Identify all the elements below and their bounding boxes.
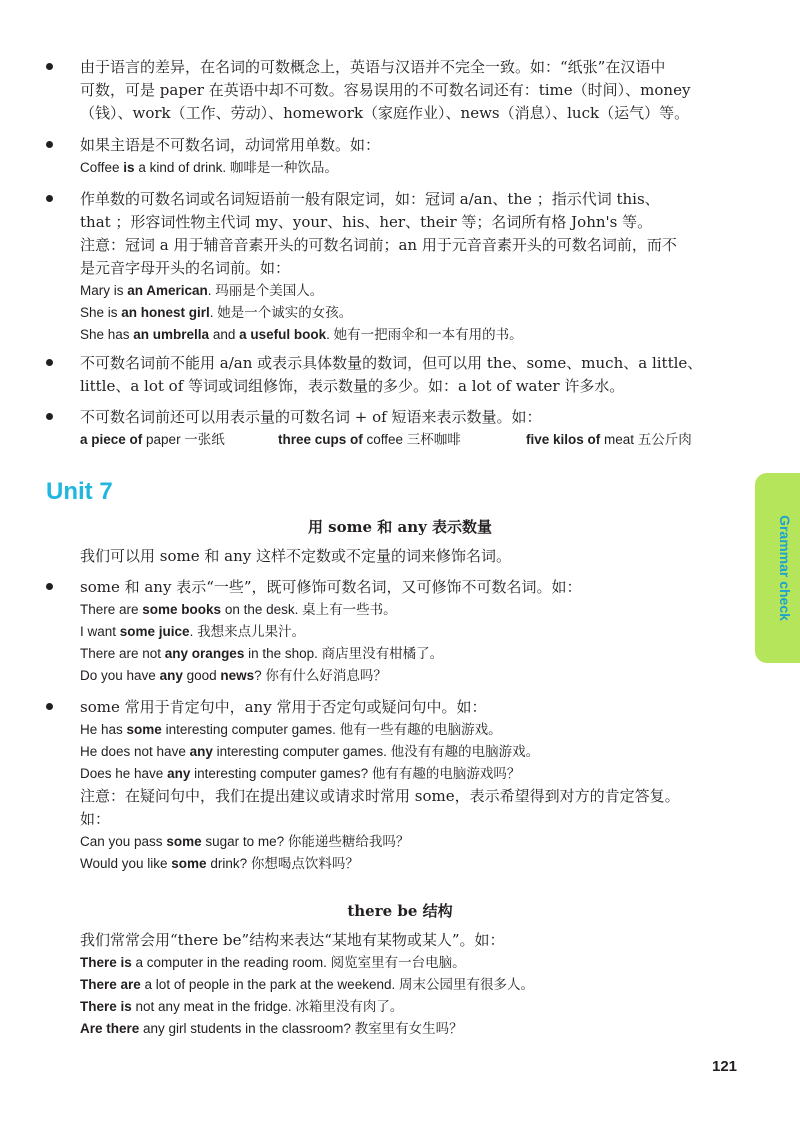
example-line: There are a lot of people in the park at the weekend. 周末公园里有很多人。	[80, 977, 534, 992]
text-line: 不可数名词前不能用 a/an 或表示具体数量的数词，但可以用 the、some、much、a little、	[80, 354, 703, 372]
there-be-section	[80, 929, 745, 1040]
text-line: 如果主语是不可数名词，动词常用单数。如：	[80, 136, 381, 154]
bullet-determiners	[80, 188, 745, 346]
text-line: 注意：冠词 a 用于辅音音素开头的可数名词前；an 用于元音音素开头的可数名词前，而不	[80, 236, 677, 254]
text-line: 我们可以用 some 和 any 这样不定数或不定量的词来修饰名词。	[80, 547, 511, 565]
text-line: that ；形容词性物主代词 my、your、his、her、their 等；名词所有格 John's 等。	[80, 213, 653, 231]
example-line: Do you have any good news? 你有什么好消息吗？	[80, 668, 387, 683]
example-line: There are some books on the desk. 桌上有一些书。	[80, 602, 397, 617]
section-heading-there-be: there be 结构	[347, 902, 453, 920]
example-item: five kilos of meat 五公斤肉	[526, 432, 692, 447]
bullet-dot	[46, 63, 53, 70]
example-item: three cups of coffee 三杯咖啡	[278, 432, 461, 447]
text-line: little、a lot of 等词或词组修饰，表示数量的多少。如：a lot of water 许多水。	[80, 377, 625, 395]
bullet-some-any-usage	[80, 696, 745, 875]
example-line: He does not have any interesting computer games. 他没有有趣的电脑游戏。	[80, 744, 540, 759]
bullet-uncountable-subject	[80, 134, 745, 179]
bullet-some-any-meaning	[80, 576, 745, 687]
text-line: 可数，可是 paper 在英语中却不可数。容易误用的不可数名词还有：time（时间）、money	[80, 81, 691, 99]
bullet-dot	[46, 195, 53, 202]
grammar-check-tab	[755, 473, 800, 663]
bullet-countable-concept	[80, 56, 745, 125]
example-line: Mary is an American. 玛丽是个美国人。	[80, 283, 324, 298]
example-line: There is a computer in the reading room. 阅览室里有一台电脑。	[80, 955, 466, 970]
section-intro	[80, 545, 745, 568]
example-item: a piece of paper 一张纸	[80, 432, 225, 447]
example-line: There are not any oranges in the shop. 商店里没有柑橘了。	[80, 646, 444, 661]
bullet-dot	[46, 141, 53, 148]
example-line: She has an umbrella and a useful book. 她有一把雨伞和一本有用的书。	[80, 327, 523, 342]
text-line: 注意：在疑问句中，我们在提出建议或请求时常用 some，表示希望得到对方的肯定答复。	[80, 787, 680, 805]
text-line: 我们常常会用“there be”结构来表达“某地有某物或某人”。如：	[80, 931, 505, 949]
measure-examples	[80, 429, 745, 451]
example-line: Are there any girl students in the classroom? 教室里有女生吗？	[80, 1021, 463, 1036]
example-line: Coffee is a kind of drink. 咖啡是一种饮品。	[80, 160, 338, 175]
side-tab-label: Grammar check	[777, 515, 793, 621]
bullet-dot	[46, 413, 53, 420]
bullet-uncountable-modifiers	[80, 352, 745, 398]
bullet-dot	[46, 583, 53, 590]
text-line: some 和 any 表示“一些”，既可修饰可数名词，又可修饰不可数名词。如：	[80, 578, 582, 596]
text-line: （钱）、work（工作、劳动）、homework（家庭作业）、news（消息）、luck（运气）等。	[80, 104, 690, 122]
text-line: 是元音字母开头的名词前。如：	[80, 259, 291, 277]
bullet-dot	[46, 703, 53, 710]
section-heading-some-any: 用 some 和 any 表示数量	[307, 518, 493, 536]
example-line: There is not any meat in the fridge. 冰箱里没有肉了。	[80, 999, 404, 1014]
text-line: 不可数名词前还可以用表示量的可数名词 + of 短语来表示数量。如：	[80, 408, 542, 426]
text-line: some 常用于肯定句中，any 常用于否定句或疑问句中。如：	[80, 698, 487, 716]
text-line: 作单数的可数名词或名词短语前一般有限定词，如：冠词 a/an、the ；指示代词 this、	[80, 190, 660, 208]
unit-title: Unit 7	[46, 478, 113, 505]
example-line: He has some interesting computer games. 他有一些有趣的电脑游戏。	[80, 722, 502, 737]
bullet-measure-words	[80, 406, 745, 451]
example-line: I want some juice. 我想来点儿果汁。	[80, 624, 306, 639]
example-line: Can you pass some sugar to me? 你能递些糖给我吗？	[80, 834, 410, 849]
example-line: Does he have any interesting computer games? 他有有趣的电脑游戏吗？	[80, 766, 521, 781]
text-line: 如：	[80, 810, 111, 828]
page-number: 121	[712, 1058, 738, 1075]
bullet-dot	[46, 359, 53, 366]
example-line: Would you like some drink? 你想喝点饮料吗？	[80, 856, 359, 871]
example-line: She is an honest girl. 她是一个诚实的女孩。	[80, 305, 353, 320]
text-line: 由于语言的差异，在名词的可数概念上，英语与汉语并不完全一致。如：“纸张”在汉语中	[80, 58, 666, 76]
